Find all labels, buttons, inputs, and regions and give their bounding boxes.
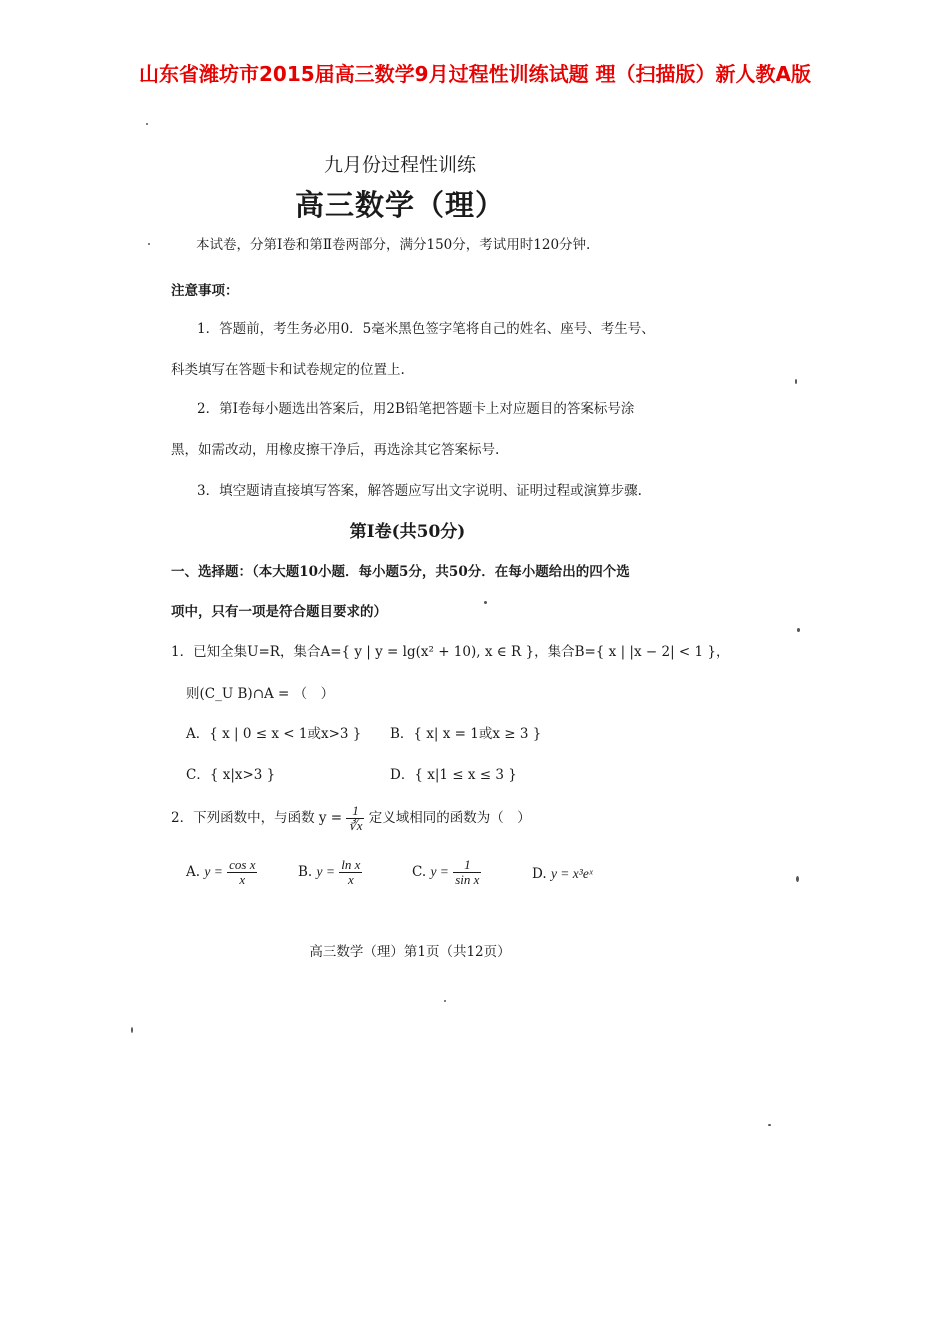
q2-option-a-den: x xyxy=(239,872,246,887)
q2-stem-frac-num: 1 xyxy=(346,804,364,819)
q2-option-b-label: B. xyxy=(298,864,313,880)
scan-speck xyxy=(795,379,797,384)
notice-heading: 注意事项： xyxy=(171,283,239,299)
q2-stem-fraction xyxy=(346,804,364,833)
q1-stem-line-1: 1．已知全集U=R，集合A={ y | y = lg(x² + 10), x ∈ R }，集合B={ x | |x − 2| < 1 }， xyxy=(171,644,730,660)
q1-stem-line-2: 则(C_U B)∩A = （ ） xyxy=(186,686,335,702)
section-title: 第Ⅰ卷(共50分) xyxy=(349,522,466,542)
intro-text: 本试卷，分第Ⅰ卷和第Ⅱ卷两部分，满分150分，考试用时120分钟. xyxy=(196,237,591,253)
scan-speck xyxy=(484,601,487,604)
q2-stem xyxy=(171,804,531,833)
q2-option-d xyxy=(532,866,593,882)
q2-stem-prefix: 2．下列函数中，与函数 y = xyxy=(171,810,343,826)
section-heading-line-2: 项中，只有一项是符合题目要求的） xyxy=(171,604,387,620)
scan-speck xyxy=(796,876,799,882)
scan-speck xyxy=(131,1027,133,1033)
scan-speck xyxy=(768,1124,771,1126)
q2-option-c-den: sin x xyxy=(455,872,480,887)
q2-option-b xyxy=(298,858,362,887)
q2-option-a xyxy=(186,858,257,887)
q1-option-b: B．{ x| x = 1或x ≥ 3 } xyxy=(390,726,542,742)
q2-option-c xyxy=(412,858,481,887)
document-title: 山东省潍坊市2015届高三数学9月过程性训练试题 理（扫描版）新人教A版 xyxy=(138,62,812,86)
scan-speck xyxy=(797,628,800,632)
q1-option-c: C．{ x|x>3 } xyxy=(186,767,276,783)
notice-item-1-line-2: 科类填写在答题卡和试卷规定的位置上. xyxy=(171,362,405,378)
exam-title: 高三数学（理） xyxy=(294,188,505,222)
page-footer: 高三数学（理）第1页（共12页） xyxy=(309,944,511,960)
scan-speck xyxy=(146,123,148,125)
q1-option-d: D．{ x|1 ≤ x ≤ 3 } xyxy=(390,767,517,783)
notice-item-3: 3．填空题请直接填写答案，解答题应写出文字说明、证明过程或演算步骤. xyxy=(197,483,642,499)
notice-item-2-line-1: 2．第Ⅰ卷每小题选出答案后，用2B铅笔把答题卡上对应题目的答案标号涂 xyxy=(197,401,635,417)
notice-item-1-line-1: 1．答题前，考生务必用0．5毫米黑色签字笔将自己的姓名、座号、考生号、 xyxy=(197,321,655,337)
q2-stem-frac-den: ∛x xyxy=(348,818,363,833)
q1-option-a: A．{ x | 0 ≤ x < 1或x>3 } xyxy=(186,726,362,742)
scan-speck xyxy=(444,1000,446,1002)
q2-option-a-label: A. xyxy=(186,864,201,880)
q2-option-a-num: cos x xyxy=(229,857,256,872)
q2-option-a-lhs: y = xyxy=(204,864,223,879)
q2-option-b-lhs: y = xyxy=(316,864,335,879)
q2-option-d-text: y = x³eˣ xyxy=(550,866,593,881)
q2-option-b-num: ln x xyxy=(341,857,361,872)
q2-option-b-den: x xyxy=(347,872,354,887)
q2-option-d-label: D. xyxy=(532,866,547,882)
q2-option-c-lhs: y = xyxy=(430,864,449,879)
q2-option-a-fraction xyxy=(227,858,257,887)
q2-option-c-fraction xyxy=(453,858,481,887)
section-heading-line-1: 一、选择题：（本大题10小题．每小题5分，共50分．在每小题给出的四个选 xyxy=(171,564,630,580)
notice-item-2-line-2: 黑，如需改动，用橡皮擦干净后，再选涂其它答案标号. xyxy=(171,442,500,458)
q2-stem-suffix: 定义域相同的函数为（ ） xyxy=(368,810,531,826)
q2-option-b-fraction xyxy=(339,858,362,887)
q2-option-c-num: 1 xyxy=(453,858,481,873)
q2-option-c-label: C. xyxy=(412,864,427,880)
exam-subtitle: 九月份过程性训练 xyxy=(323,154,476,176)
scan-speck xyxy=(148,243,150,245)
